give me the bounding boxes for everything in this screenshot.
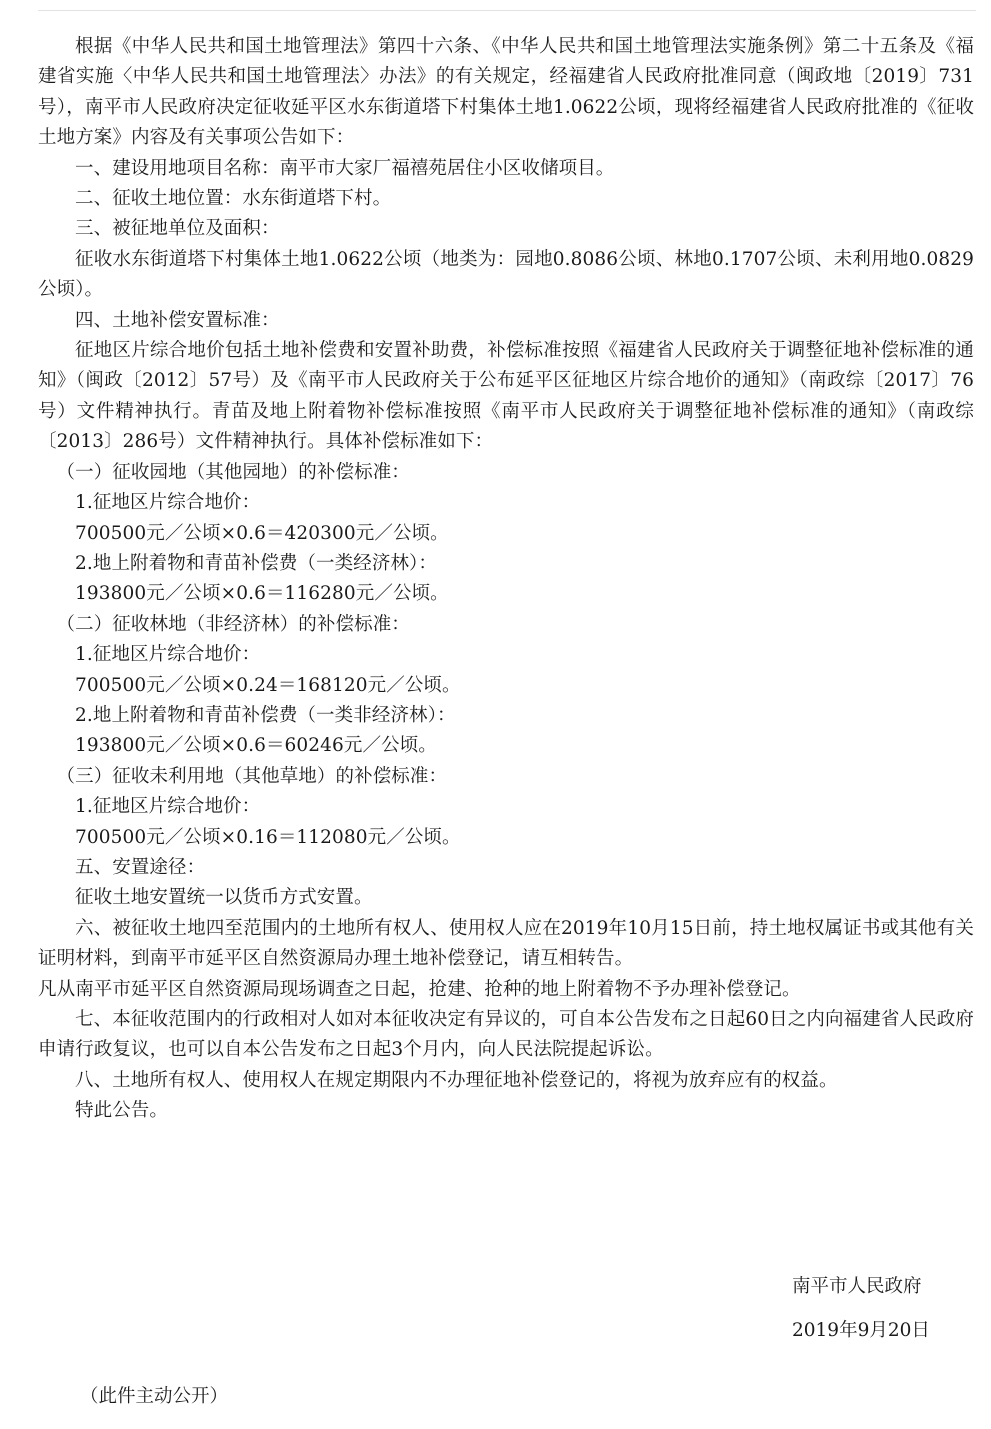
disclosure-note: （此件主动公开） [80,1386,229,1407]
garden-land-price-formula: 700500元／公顷×0.6＝420300元／公顷。 [75,522,449,544]
unused-land-price-label: 1.征地区片综合地价： [75,796,261,818]
item-appeal-rights: 七、本征收范围内的行政相对人如对本征收决定有异议的，可自本公告发布之日起60日之内向福建省人民政府申请行政复议，也可以自本公告发布之日起3个月内，向人民法院提起诉讼。 [38,1009,974,1061]
item-project-name: 一、建设用地项目名称：南平市大家厂福禧苑居住小区收储项目。 [75,157,615,179]
item-compensation-detail: 征地区片综合地价包括土地补偿费和安置补助费，补偿标准按照《福建省人民政府关于调整征地补偿标准的通知》（闽政〔2012〕57号）及《南平市人民政府关于公布延平区征地区片综合地价的通知》（南政综〔2017〕76号）文件精神执行。青苗及地上附着物补偿标准按照《南平市人民政府关于调整征地补偿标准的通知》（南政综〔2013〕286号）文件精神执行。具体补偿标准如下： [38,340,974,453]
forest-land-price-formula: 700500元／公顷×0.24＝168120元／公顷。 [75,674,461,696]
item-compensation-heading: 四、土地补偿安置标准： [75,309,280,331]
forest-crop-fee-formula: 193800元／公顷×0.6＝60246元／公顷。 [75,735,437,757]
item-land-location: 二、征收土地位置：水东街道塔下村。 [75,188,392,210]
unused-land-price-formula: 700500元／公顷×0.16＝112080元／公顷。 [75,826,461,848]
item-units-area-detail: 征收水东街道塔下村集体土地1.0622公顷（地类为：园地0.8086公顷、林地0.1707公顷、未利用地0.0829公顷）。 [38,248,974,301]
notice-body [38,32,974,1127]
forest-crop-fee-label: 2.地上附着物和青苗补偿费（一类非经济林）： [75,704,456,726]
garden-land-price-label: 1.征地区片综合地价： [75,492,261,514]
issuing-authority: 南平市人民政府 [792,1276,922,1297]
sub-heading-unused-land: （三）征收未利用地（其他草地）的补偿标准： [56,765,448,787]
item-registration-deadline: 六、被征收土地四至范围内的土地所有权人、使用权人应在2019年10月15日前，持土地权属证书或其他有关证明材料，到南平市延平区自然资源局办理土地补偿登记，请互相转告。 [38,917,975,970]
item-resettlement-heading: 五、安置途径： [75,856,206,878]
item-waiver-notice: 八、土地所有权人、使用权人在规定期限内不办理征地补偿登记的，将视为放弃应有的权益。 [75,1069,838,1091]
garden-crop-fee-formula: 193800元／公顷×0.6＝116280元／公顷。 [75,583,449,605]
item-registration-exclusion: 凡从南平市延平区自然资源局现场调查之日起，抢建、抢种的地上附着物不予办理补偿登记。 [38,978,801,1000]
issue-date: 2019年9月20日 [792,1320,930,1341]
intro-paragraph: 根据《中华人民共和国土地管理法》第四十六条、《中华人民共和国土地管理法实施条例》第二十五条及《福建省实施〈中华人民共和国土地管理法〉办法》的有关规定，经福建省人民政府批准同意（闽政地〔2019〕731号），南平市人民政府决定征收延平区水东街道塔下村集体土地1.0622公顷，现将经福建省人民政府批准的《征收土地方案》内容及有关事项公告如下： [38,36,974,149]
item-resettlement-detail: 征收土地安置统一以货币方式安置。 [75,887,373,909]
top-divider [38,10,976,11]
item-units-area-heading: 三、被征地单位及面积： [75,218,280,240]
sub-heading-garden-land: （一）征收园地（其他园地）的补偿标准： [56,461,410,483]
garden-crop-fee-label: 2.地上附着物和青苗补偿费（一类经济林）： [75,552,438,574]
closing-line: 特此公告。 [75,1100,169,1122]
sub-heading-forest-land: （二）征收林地（非经济林）的补偿标准： [56,613,410,635]
forest-land-price-label: 1.征地区片综合地价： [75,644,261,666]
